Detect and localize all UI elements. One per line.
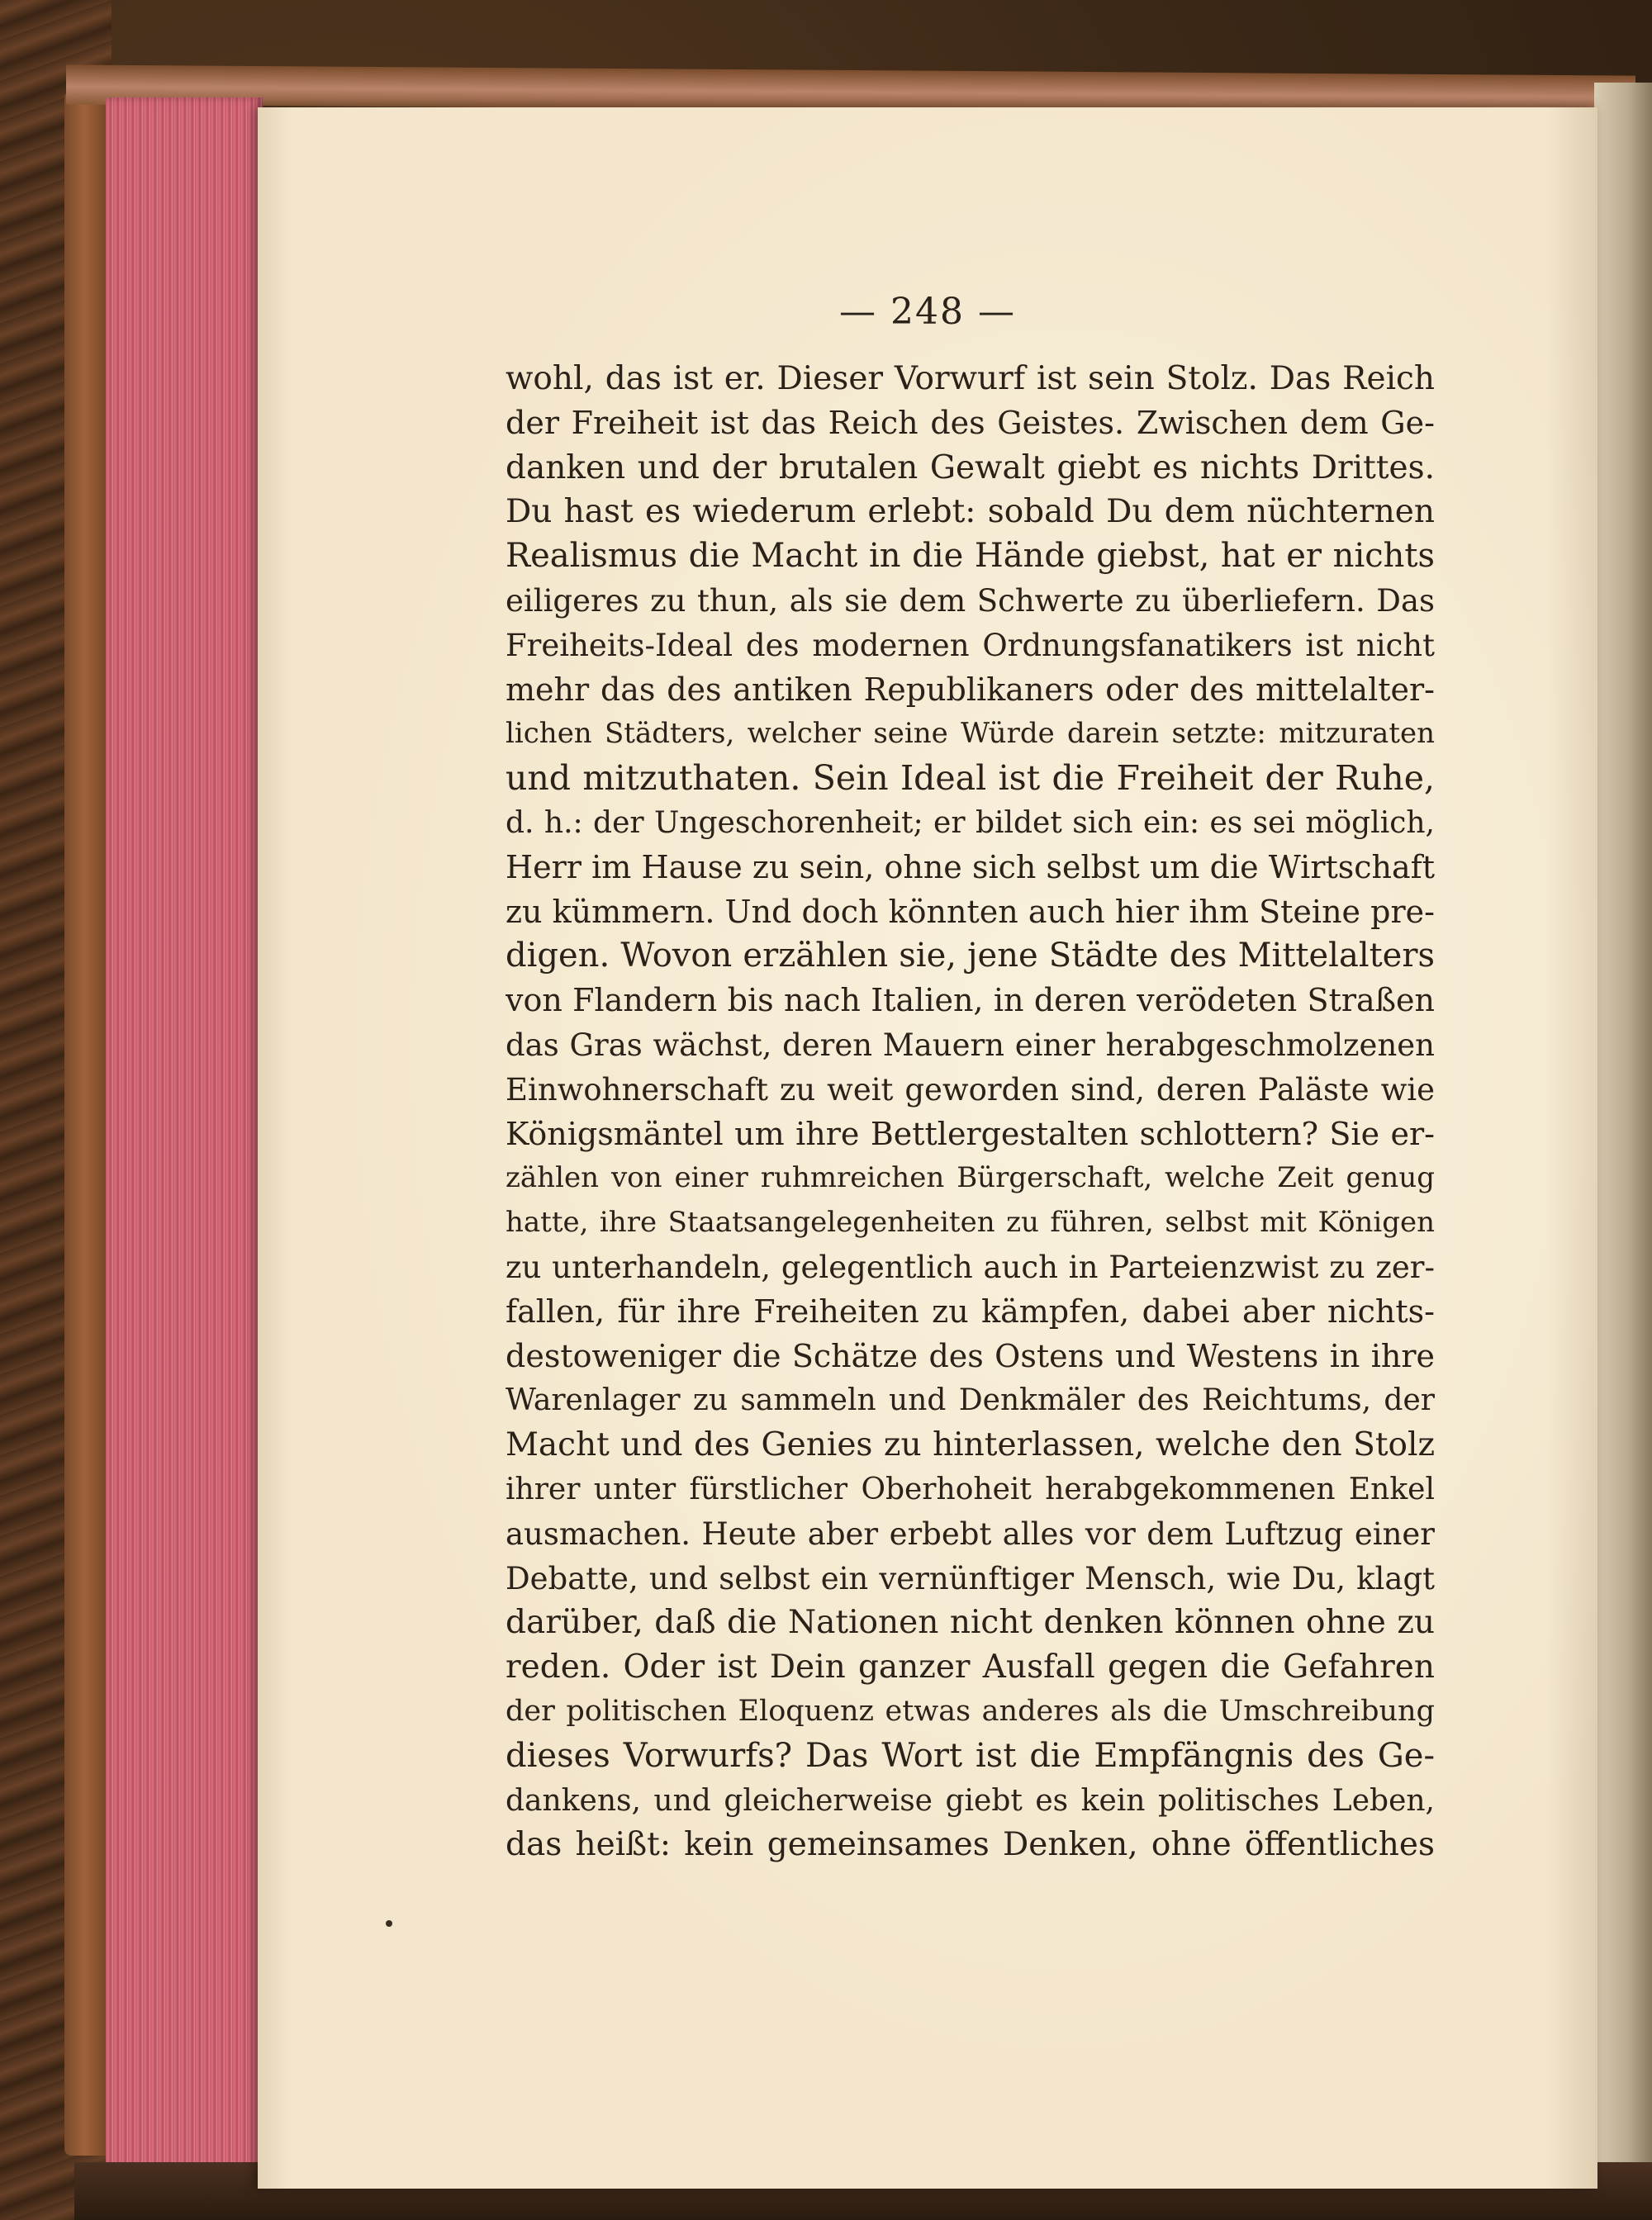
book-page: [258, 107, 1597, 2189]
page-edges-stack: [106, 97, 263, 2195]
text-line: lichen Städters, welcher seine Würde darein setzte: mitzuraten: [506, 717, 1435, 751]
text-line: Freiheits-Ideal des modernen Ordnungsfanatikers ist nicht: [506, 627, 1435, 663]
text-line: fallen, für ihre Freiheiten zu kämpfen, dabei aber nichts-: [506, 1293, 1435, 1330]
text-line: hatte, ihre Staatsangelegenheiten zu führen, selbst mit Königen: [506, 1206, 1435, 1240]
text-line: ihrer unter fürstlicher Oberhoheit herabgekommenen Enkel: [506, 1472, 1435, 1506]
text-line: dankens, und gleicherweise giebt es kein politisches Leben,: [506, 1783, 1435, 1818]
text-line: digen. Wovon erzählen sie, jene Städte des Mittelalters: [506, 937, 1435, 975]
text-line: zu unterhandeln, gelegentlich auch in Parteienzwist zu zer-: [506, 1249, 1435, 1285]
body-text: [506, 357, 1435, 1867]
text-line: das Gras wächst, deren Mauern einer herabgeschmolzenen: [506, 1027, 1435, 1063]
text-line: Debatte, und selbst ein vernünftiger Mensch, wie Du, klagt: [506, 1560, 1435, 1596]
text-line: Königsmäntel um ihre Bettlergestalten schlottern? Sie er-: [506, 1115, 1435, 1152]
text-line: von Flandern bis nach Italien, in deren verödeten Straßen: [506, 982, 1435, 1019]
text-line: mehr das des antiken Republikaners oder des mittelalter-: [506, 671, 1435, 708]
text-line: danken und der brutalen Gewalt giebt es nichts Drittes.: [506, 448, 1435, 486]
text-line: destoweniger die Schätze des Ostens und Westens in ihre: [506, 1337, 1435, 1374]
text-line: das heißt: kein gemeinsames Denken, ohne öffentliches: [506, 1826, 1435, 1864]
ink-speck: [386, 1920, 392, 1927]
text-line: darüber, daß die Nationen nicht denken können ohne zu: [506, 1604, 1435, 1642]
text-line: eiligeres zu thun, als sie dem Schwerte zu überliefern. Das: [506, 582, 1435, 619]
text-line: Macht und des Genies zu hinterlassen, welche den Stolz: [506, 1426, 1435, 1464]
text-line: Einwohnerschaft zu weit geworden sind, deren Paläste wie: [506, 1071, 1435, 1108]
facing-page-edge: [1594, 83, 1652, 2197]
text-line: Realismus die Macht in die Hände giebst, hat er nichts: [506, 537, 1435, 576]
text-line: zählen von einer ruhmreichen Bürgerschaft, welche Zeit genug: [506, 1161, 1435, 1195]
page-number: — 248 —: [839, 291, 1016, 333]
text-line: Warenlager zu sammeln und Denkmäler des Reichtums, der: [506, 1383, 1435, 1418]
text-line: und mitzuthaten. Sein Ideal ist die Freiheit der Ruhe,: [506, 758, 1435, 799]
text-line: der Freiheit ist das Reich des Geistes. Zwischen dem Ge-: [506, 404, 1435, 441]
text-line: wohl, das ist er. Dieser Vorwurf ist sein Stolz. Das Reich: [506, 360, 1435, 397]
text-line: d. h.: der Ungeschorenheit; er bildet sich ein: es sei möglich,: [506, 805, 1435, 840]
text-line: dieses Vorwurfs? Das Wort ist die Empfängnis des Ge-: [506, 1736, 1435, 1775]
text-line: der politischen Eloquenz etwas anderes als die Umschreibung: [506, 1694, 1435, 1728]
text-line: zu kümmern. Und doch könnten auch hier ihm Steine pre-: [506, 893, 1435, 930]
text-line: Du hast es wiederum erlebt: sobald Du dem nüchternen: [506, 493, 1435, 531]
text-line: ausmachen. Heute aber erbebt alles vor dem Luftzug einer: [506, 1516, 1435, 1552]
text-line: reden. Oder ist Dein ganzer Ausfall gegen die Gefahren: [506, 1648, 1435, 1686]
text-line: Herr im Hause zu sein, ohne sich selbst um die Wirtschaft: [506, 848, 1435, 885]
